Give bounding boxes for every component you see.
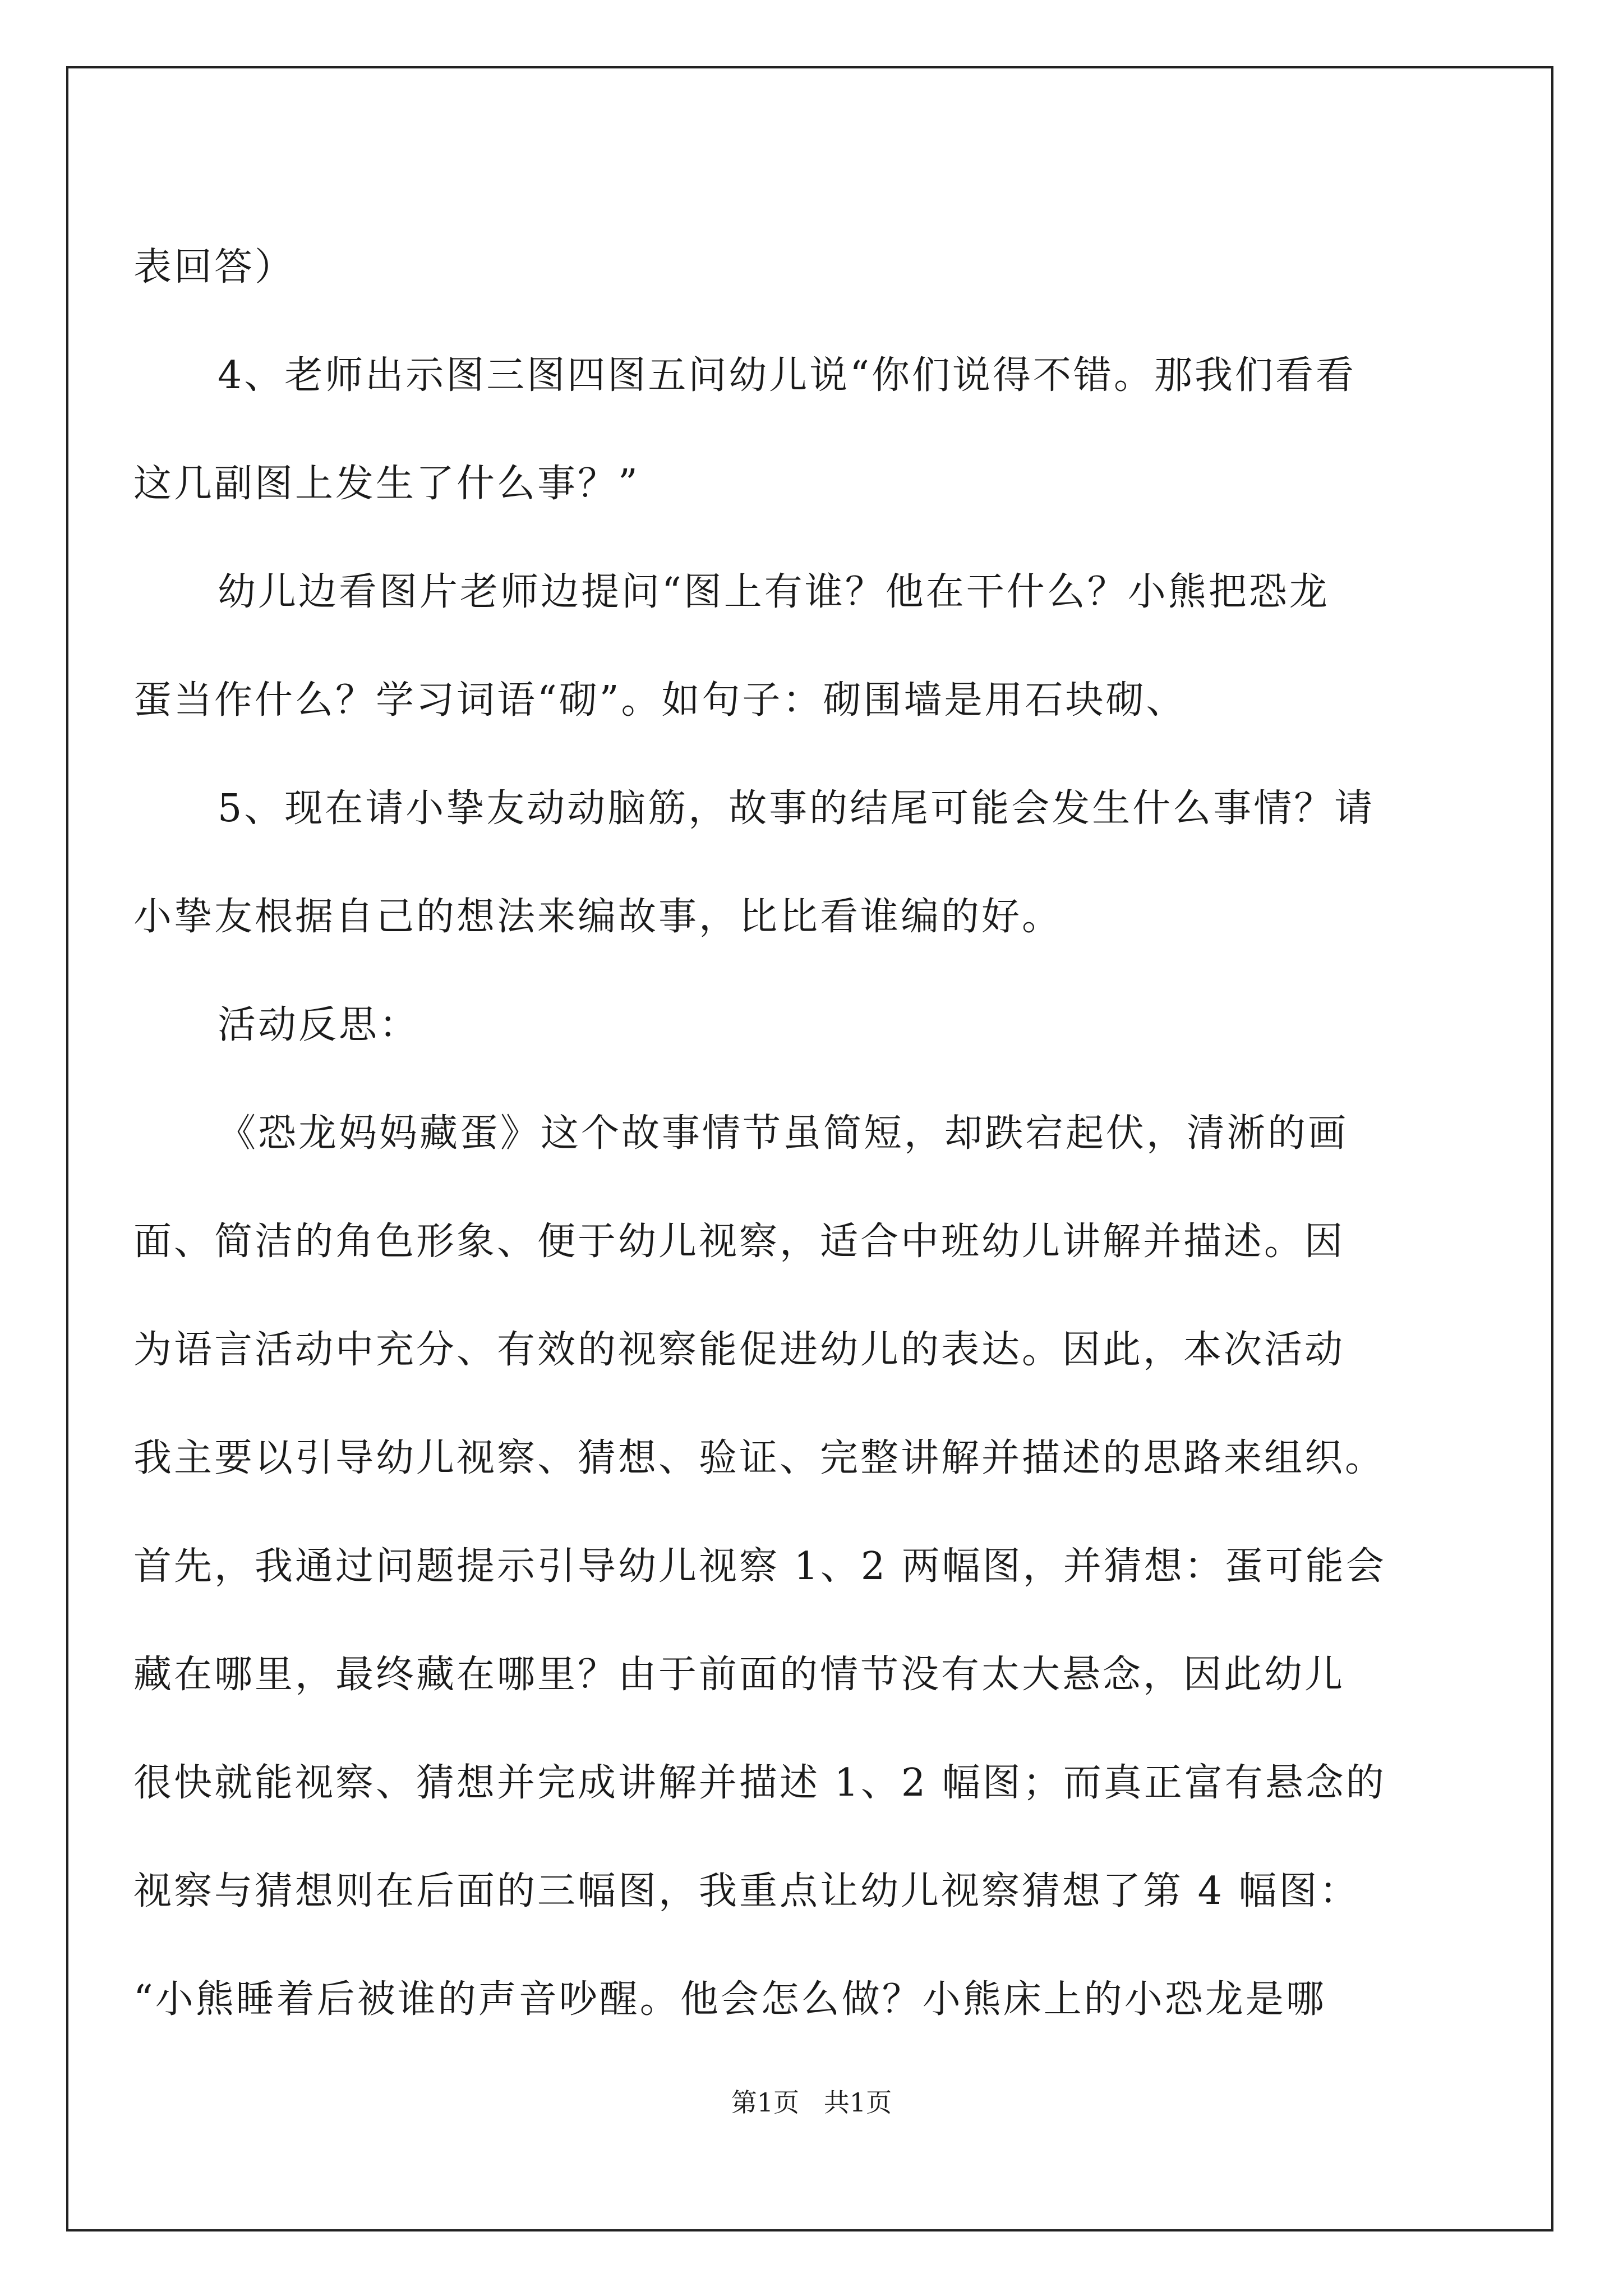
text-line: 4、老师出示图三图四图五问幼儿说“你们说得不错。那我们看看 bbox=[218, 353, 1357, 398]
text-line: 面、简洁的角色形象、便于幼儿视察，适合中班幼儿讲解并描述。因 bbox=[133, 1220, 1345, 1264]
text-line: 视察与猜想则在后面的三幅图，我重点让幼儿视察猜想了第 4 幅图： bbox=[133, 1869, 1360, 1913]
text-line: 表回答） bbox=[133, 245, 296, 289]
page-footer: 第1页 共1页 bbox=[731, 2087, 892, 2118]
text-line: “小熊睡着后被谁的声音吵醒。他会怎么做？小熊床上的小恐龙是哪 bbox=[133, 1977, 1326, 2022]
text-line: 首先，我通过问题提示引导幼儿视察 1、2 两幅图，并猜想：蛋可能会 bbox=[133, 1544, 1386, 1589]
text-line: 这几副图上发生了什么事？” bbox=[133, 462, 640, 506]
text-line: 我主要以引导幼儿视察、猜想、验证、完整讲解并描述的思路来组织。 bbox=[133, 1436, 1386, 1480]
text-line: 小挚友根据自己的想法来编故事，比比看谁编的好。 bbox=[133, 895, 1063, 939]
text-line: 为语言活动中充分、有效的视察能促进幼儿的表达。因此，本次活动 bbox=[133, 1328, 1345, 1372]
text-line: 很快就能视察、猜想并完成讲解并描述 1、2 幅图；而真正富有悬念的 bbox=[133, 1761, 1386, 1805]
section-heading: 活动反思： bbox=[218, 1003, 420, 1047]
text-line: 《恐龙妈妈藏蛋》这个故事情节虽简短，却跌宕起伏，清淅的画 bbox=[218, 1111, 1349, 1156]
text-line: 5、现在请小挚友动动脑筋，故事的结尾可能会发生什么事情？请 bbox=[218, 786, 1375, 831]
text-line: 幼儿边看图片老师边提问“图上有谁？他在干什么？小熊把恐龙 bbox=[218, 570, 1330, 614]
document-body bbox=[133, 213, 1479, 2054]
text-line: 蛋当作什么？学习词语“砌”。如句子：砌围墙是用石块砌、 bbox=[133, 678, 1187, 723]
text-line: 藏在哪里，最终藏在哪里？由于前面的情节没有太大悬念，因此幼儿 bbox=[133, 1653, 1345, 1697]
